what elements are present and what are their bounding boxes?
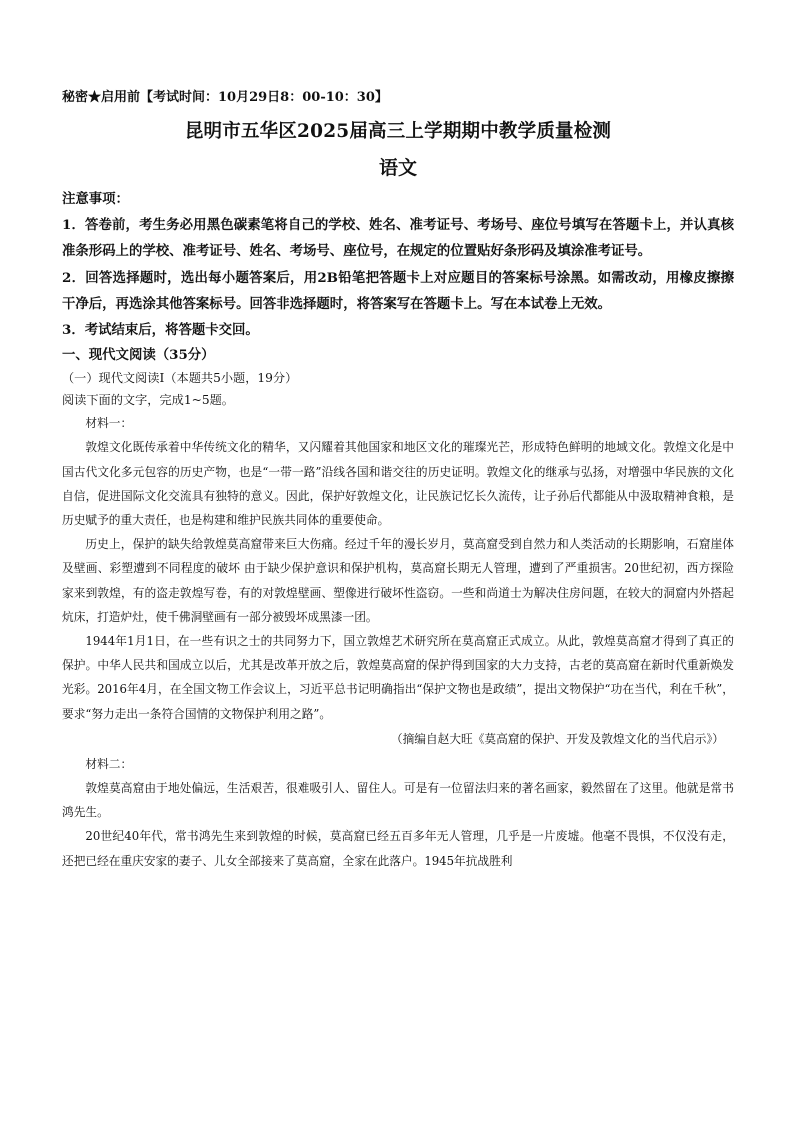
notice-heading: 注意事项： xyxy=(62,191,129,207)
notice-item-2: 2．回答选择题时，选出每小题答案后，用2B铅笔把答题卡上对应题目的答案标号涂黑。如需改动，用橡皮擦擦干净后，再选涂其他答案标号。回答非选择题时，将答案写在答题卡上。写在本试卷上无效。 xyxy=(62,269,734,312)
section-heading: 一、现代文阅读（35分） xyxy=(62,347,215,364)
material-2-label: 材料二： xyxy=(85,756,133,771)
page-title: 昆明市五华区2025届高三上学期期中教学质量检测 xyxy=(184,121,612,142)
material-1-paragraph: 敦煌文化既传承着中华传统文化的精华，又闪耀着其他国家和地区文化的璀璨光芒，形成特色鲜明的地域文化。敦煌文化是中国古代文化多元包容的历史产物，也是“一带一路”沿线各国和谐交往的历史证明。敦煌文化的继承与弘扬，对增强中华民族的文化自信，促进国际文化交流具有独特的意义。因此，保护好敦煌文化，让民族记忆长久流传，让子孙后代都能从中汲取精神食粮，是历史赋予的重大责任，也是构建和维护民族共同体的重要使命。 xyxy=(62,440,734,528)
material-2-paragraph: 敦煌莫高窟由于地处偏远，生活艰苦，很难吸引人、留住人。可是有一位留法归来的著名画家，毅然留在了这里。他就是常书鸿先生。 xyxy=(62,781,734,820)
material-1-body xyxy=(62,435,734,725)
reading-instruction: 阅读下面的文字，完成1~5题。 xyxy=(62,393,234,408)
notice-item-3: 3．考试结束后，将答题卡交回。 xyxy=(62,322,259,339)
sub-section-heading: （一）现代文阅读Ⅰ（本题共5小题，19分） xyxy=(62,371,298,386)
secret-line: 秘密★启用前【考试时间：10月29日8：00-10：30】 xyxy=(62,90,388,105)
exam-page xyxy=(62,88,734,873)
subject-title: 语文 xyxy=(378,157,417,179)
material-1-source: （摘编自赵大旺《莫高窟的保护、开发及敦煌文化的当代启示》） xyxy=(390,731,724,746)
notice-block xyxy=(62,186,734,343)
material-1-paragraph: 历史上，保护的缺失给敦煌莫高窟带来巨大伤痛。经过千年的漫长岁月，莫高窟受到自然力和人类活动的长期影响，石窟崖体及壁画、彩塑遭到不同程度的破坏 由于缺少保护意识和保护机构，莫高窟长期无人管理，遭到了严重损害。20世纪初，西方探险家来到敦煌，有的盗走敦煌写卷，有的对敦煌壁画、塑像进行破坏性盗窃。一些和尚道士为解决住房问题，在较大的洞窟内外搭起炕床，打造炉灶，使千佛洞壁画有一部分被毁坏成黑漆一团。 xyxy=(62,537,734,624)
material-1-paragraph: 1944年1月1日，在一些有识之士的共同努力下，国立敦煌艺术研究所在莫高窟正式成立。从此，敦煌莫高窟才得到了真正的保护。中华人民共和国成立以后，尤其是改革开放之后，敦煌莫高窟的保护得到国家的大力支持，古老的莫高窟在新时代重新焕发光彩。2016年4月，在全国文物工作会议上，习近平总书记明确指出“保护文物也是政绩”，提出文物保护“功在当代，利在千秋”，要求“努力走出一条符合国情的文物保护利用之路”。 xyxy=(62,634,734,721)
material-1-label: 材料一： xyxy=(85,416,133,431)
notice-item-1: 1．答卷前，考生务必用黑色碳素笔将自己的学校、姓名、准考证号、考场号、座位号填写在答题卡上，并认真核准条形码上的学校、准考证号、姓名、考场号、座位号，在规定的位置贴好条形码及填涂准考证号。 xyxy=(62,217,734,260)
material-2-body xyxy=(62,776,734,873)
material-2-paragraph: 20世纪40年代，常书鸿先生来到敦煌的时候，莫高窟已经五百多年无人管理，几乎是一片废墟。他毫不畏惧，不仅没有走，还把已经在重庆安家的妻子、儿女全部接来了莫高窟，全家在此落户。1945年抗战胜利 xyxy=(62,829,734,868)
